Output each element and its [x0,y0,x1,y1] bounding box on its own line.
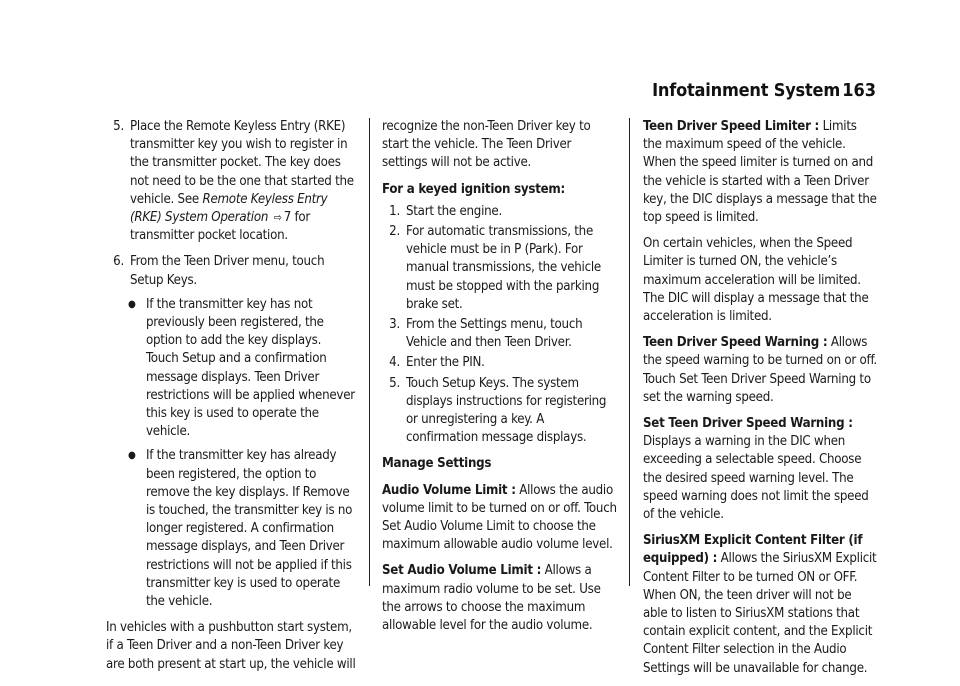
setting-item [643,415,877,524]
setting-item [382,482,617,555]
step-number: 4. [389,355,400,371]
setting-description: Limits the maximum speed of the vehicle. When the speed limiter is turned on and the vehicle is started with a Teen Driver key, the DIC displays a message that the top speed is limited. [643,119,877,226]
section-title: Infotainment System [652,80,840,101]
setting-term: Audio Volume Limit : [382,482,516,498]
setting-term: Set Audio Volume Limit : [382,563,542,579]
paragraph: recognize the non-Teen Driver key to start the vehicle. The Teen Driver settings will not be active. [382,119,591,171]
bullet-dot-icon: ● [128,298,136,310]
bullet-text: If the transmitter key has not previously been registered, the option to add the key displays. Touch Setup and a confirmation message displays. Teen Driver restrictions will be applied whenever this key is used to operate the vehicle. [146,296,355,440]
step-1 [382,203,617,221]
step-number: 3. [389,317,400,333]
column-divider [629,118,630,586]
steps-list [382,203,617,448]
bullet-item [128,296,356,442]
page-header [0,0,960,112]
step-text: Touch Setup Keys. The system displays instructions for registering or unregistering a key. A confirmation message displays. [406,375,607,446]
bullet-text: If the transmitter key has already been registered, the option to remove the key displays. If Remove is touched, the transmitter key is no longer registered. A confirmation message displays, and Teen Driver restrictions will not be applied if this transmitter key is used to operate the vehicle. [146,448,353,610]
step-text: Start the engine. [406,203,502,219]
step-text: From the Teen Driver menu, touch Setup Keys. [130,254,325,288]
step-text [130,118,356,245]
step-3 [382,316,617,352]
setting-item [382,562,617,635]
paragraph [643,235,877,326]
step-text: Enter the PIN. [406,355,485,371]
subheading-manage-settings: Manage Settings [382,456,492,472]
setting-item [643,118,877,227]
bullet-dot-icon: ● [128,450,136,462]
column-divider [369,118,370,586]
column-3 [643,118,877,686]
step-text-b: for transmitter pocket location. [130,210,311,244]
step-number: 2. [389,224,400,240]
step-5 [92,118,356,245]
paragraph: In vehicles with a pushbutton start system, if a Teen Driver and a non-Teen Driver key are both present at start up, the vehicle will [106,620,356,672]
setting-item [643,532,877,678]
step-4 [382,354,617,372]
step-text: From the Settings menu, touch Vehicle and then Teen Driver. [406,317,583,351]
step-6 [92,253,356,289]
setting-description: Allows the audio volume limit to be turned on or off. Touch Set Audio Volume Limit to choose the maximum allowable audio volume level. [382,482,617,553]
setting-description: Allows the speed warning to be turned on or off. Touch Set Teen Driver Speed Warning to set the warning speed. [643,335,877,405]
step-5 [382,375,617,448]
step-number: 1. [389,203,400,219]
setting-term: SiriusXM Explicit Content Filter (if equipped) : [643,533,863,567]
cross-reference-link[interactable]: Remote Keyless Entry (RKE) System Operation [130,191,328,226]
column-1 [106,118,356,682]
step-text-a: Place the Remote Keyless Entry (RKE) transmitter key you wish to register in the transmitter pocket. The key does not need to be the one that started the vehicle. See [130,119,354,207]
setting-item [643,334,877,407]
reference-page: 7 [283,210,291,226]
step-number: 6. [113,254,124,270]
setting-description: Allows the SiriusXM Explicit Content Filter to be turned ON or OFF. When ON, the teen driver will not be able to listen to SiriusXM stations that contain explicit content, and the Explicit Content Filter selection in the Audio Settings will be unavailable for change. [643,551,877,676]
setting-term: Teen Driver Speed Warning : [643,335,828,351]
step-number: 5. [113,119,124,134]
setting-term: Set Teen Driver Speed Warning : [643,416,853,432]
paragraph-text: On certain vehicles, when the Speed Limiter is turned ON, the vehicle’s maximum acceleration will be limited. The DIC will display a message that the acceleration is limited. [643,236,869,325]
setting-description: Allows a maximum radio volume to be set. Use the arrows to choose the maximum allowable level for the audio volume. [382,563,601,634]
subheading-keyed-ignition: For a keyed ignition system: [382,181,566,197]
step-2 [382,223,617,314]
step-number: 5. [389,375,400,391]
page-number: 163 [842,80,876,101]
column-2 [382,118,617,643]
bullet-item [128,447,356,611]
page-reference-icon: ⇨ [273,211,282,225]
setting-term: Teen Driver Speed Limiter : [643,119,820,134]
step-text: For automatic transmissions, the vehicle must be in P (Park). For manual transmissions, the vehicle must be stopped with the parking brake set. [406,224,601,312]
setting-description: Displays a warning in the DIC when exceeding a selectable speed. Choose the desired speed warning level. The speed warning does not limit the speed of the vehicle. [643,434,869,523]
